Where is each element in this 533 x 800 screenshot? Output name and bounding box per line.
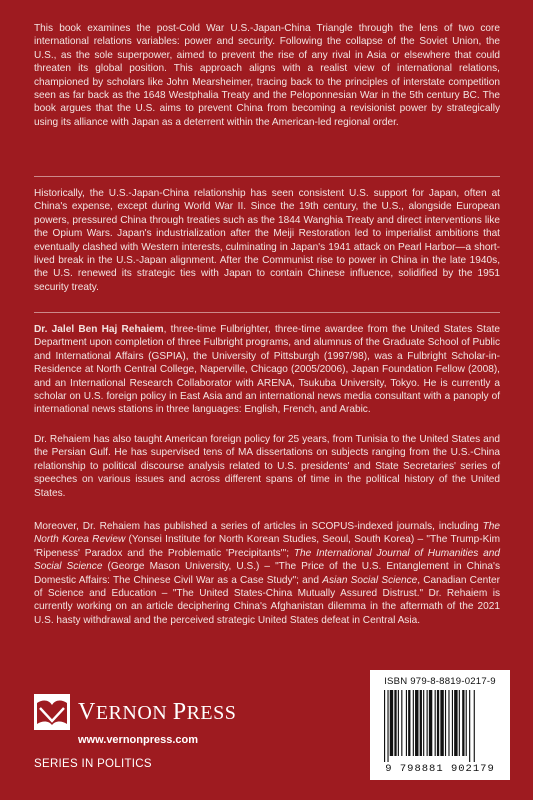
- publications-text-part: (Yonsei Institute for North Korean Studies, Seoul, South Korea) – "The Trump-Kim 'Ripeness' Paradox and the Problematic 'Precipitants'";: [34, 534, 500, 559]
- barcode-bar: [462, 690, 464, 756]
- author-name: Dr. Jalel Ben Haj Rehaiem: [34, 324, 164, 335]
- description-paragraph-1: [34, 22, 500, 129]
- barcode-bar: [427, 690, 428, 756]
- vernon-press-mark-icon: [34, 694, 70, 730]
- author-bio: [34, 323, 500, 417]
- barcode-bar: [415, 690, 418, 756]
- journal-title: The International Journal of Humanities and Social Science: [34, 547, 501, 573]
- journal-title: Asian Social Science: [322, 574, 418, 586]
- barcode-bar: [469, 690, 470, 762]
- barcode-bar: [454, 690, 457, 756]
- barcode-bar: [384, 690, 385, 762]
- publisher-name: [78, 699, 236, 726]
- teaching-paragraph: [34, 433, 500, 500]
- barcode-bar: [466, 690, 467, 756]
- author-bio-text: [34, 323, 500, 417]
- barcode-bar: [459, 690, 460, 756]
- isbn-label: ISBN 979-8-8819-0217-9: [384, 676, 496, 687]
- journal-title: The North Korea Review: [34, 521, 500, 546]
- teaching-text: Dr. Rehaiem has also taught American foreign policy for 25 years, from Tunisia to the United States and the Persian Gulf. He has supervised tens of MA dissertations on subjects ranging from the U.S.-China relationship to political discourse analysis related to U.S. presidents' and State Secretaries' series of speeches on various issues and across different spans of time in the political history of the United States.: [34, 434, 500, 499]
- barcode-bar: [394, 690, 396, 756]
- barcode-bar: [448, 690, 449, 756]
- publications-text-part: (George Mason University, U.S.) – "The Price of the U.S. Entanglement in China's Domestic Affairs: The Chinese Civil War as a Case Study"; and: [34, 561, 500, 586]
- barcode-bar: [440, 690, 443, 756]
- publications-text-part: Moreover, Dr. Rehaiem has published a series of articles in SCOPUS-indexed journals, including: [34, 521, 483, 532]
- publisher-name-initial: P: [172, 698, 187, 725]
- barcode-bars: [384, 690, 496, 762]
- description-text-2: Historically, the U.S.-Japan-China relationship has seen consistent U.S. support for Japan, often at China's expense, except during World War II. Since the 19th century, the U.S., alongside European powers, pressured China through treaties such as the 1844 Wanghia Treaty and direct interventions like the Opium Wars. Japan's industrialization after the Meiji Restoration led to imperialist ambitions that eventually clashed with Western interests, culminating in Japan's 1941 attack on Pearl Harbor—a short-lived break in the U.S.-Japan alignment. After the Communist rise to power in China in the late 1940s, the U.S. renewed its strategic ties with Japan to contain Chinese influence, solidified by the 1951 security treaty.: [34, 188, 500, 293]
- barcode-bar: [406, 690, 407, 756]
- publisher-logo: [34, 694, 236, 746]
- publications-text: [34, 520, 500, 627]
- barcode-bar: [445, 690, 446, 756]
- description-paragraph-2: [34, 187, 500, 294]
- barcode-bar: [435, 690, 436, 756]
- barcode-bar: [390, 690, 393, 756]
- barcode-bar: [387, 690, 388, 762]
- publisher-website: www.vernonpress.com: [78, 734, 199, 746]
- author-bio-body: , three-time Fulbrighter, three-time awardee from the United States State Department upon completion of three Fulbright programs, and alumnus of the Graduate School of Public and International Affairs (GSPIA), the University of Pittsburgh (1997/98), was a Fulbright Scholar-in-Residence at North Central College, Naperville, Chicago (2005/2006), Japan Foundation Fellow (2008), and an International Research Collaborator with ARENA, Tsukuba University, Tokyo. He is currently a scholar on U.S. foreign policy in East Asia and an international news media consultant with a panoply of international news stations in three languages: English, French, and Arabic.: [34, 324, 501, 416]
- divider: [34, 312, 500, 313]
- barcode-bar: [437, 690, 439, 756]
- publisher-name-initial: V: [78, 698, 96, 725]
- barcode-bar: [413, 690, 414, 756]
- publisher-name-part: RESS: [186, 701, 237, 724]
- barcode-bar: [474, 690, 475, 762]
- barcode-bar: [401, 690, 402, 756]
- barcode-digits: 9 798881 902179: [385, 763, 495, 775]
- barcode-bar: [408, 690, 410, 756]
- publisher-name-part: ERNON: [95, 701, 173, 724]
- isbn-barcode: [370, 670, 510, 780]
- barcode-bar: [420, 690, 422, 756]
- publications-text-part: , Canadian Center of Science and Education – "The United States-China Mutually Assured Distrust." Dr. Rehaiem is currently working on an article deciphering China's Afghanistan dilemma in the aftermath of the 2021 U.S. hasty withdrawal and the perceived strategic United States defeat in Central Asia.: [34, 574, 500, 626]
- description-text-1: This book examines the post-Cold War U.S.-Japan-China Triangle through the lens of two core international relations variables: power and security. Following the collapse of the Soviet Union, the U.S., as the sole superpower, aimed to prevent the rise of any rival in Asia or elsewhere that could threaten its global position. This approach aligns with a realist view of international relations, championed by scholars like John Mearsheimer, tracing back to the principles of interstate competition seen as far back as the 1648 Westphalia Treaty and the Peloponnesian War in the 5th century BC. The book argues that the U.S. aims to prevent China from becoming a revisionist power by strategically using its alliance with Japan as a deterrent within the American-led regional order.: [34, 23, 500, 128]
- publications-paragraph: [34, 520, 500, 627]
- barcode-bar: [423, 690, 424, 756]
- barcode-bar: [398, 690, 399, 756]
- series-name: SERIES IN POLITICS: [34, 758, 152, 770]
- divider: [34, 176, 500, 177]
- barcode-bar: [429, 690, 432, 756]
- barcode-bar: [452, 690, 453, 756]
